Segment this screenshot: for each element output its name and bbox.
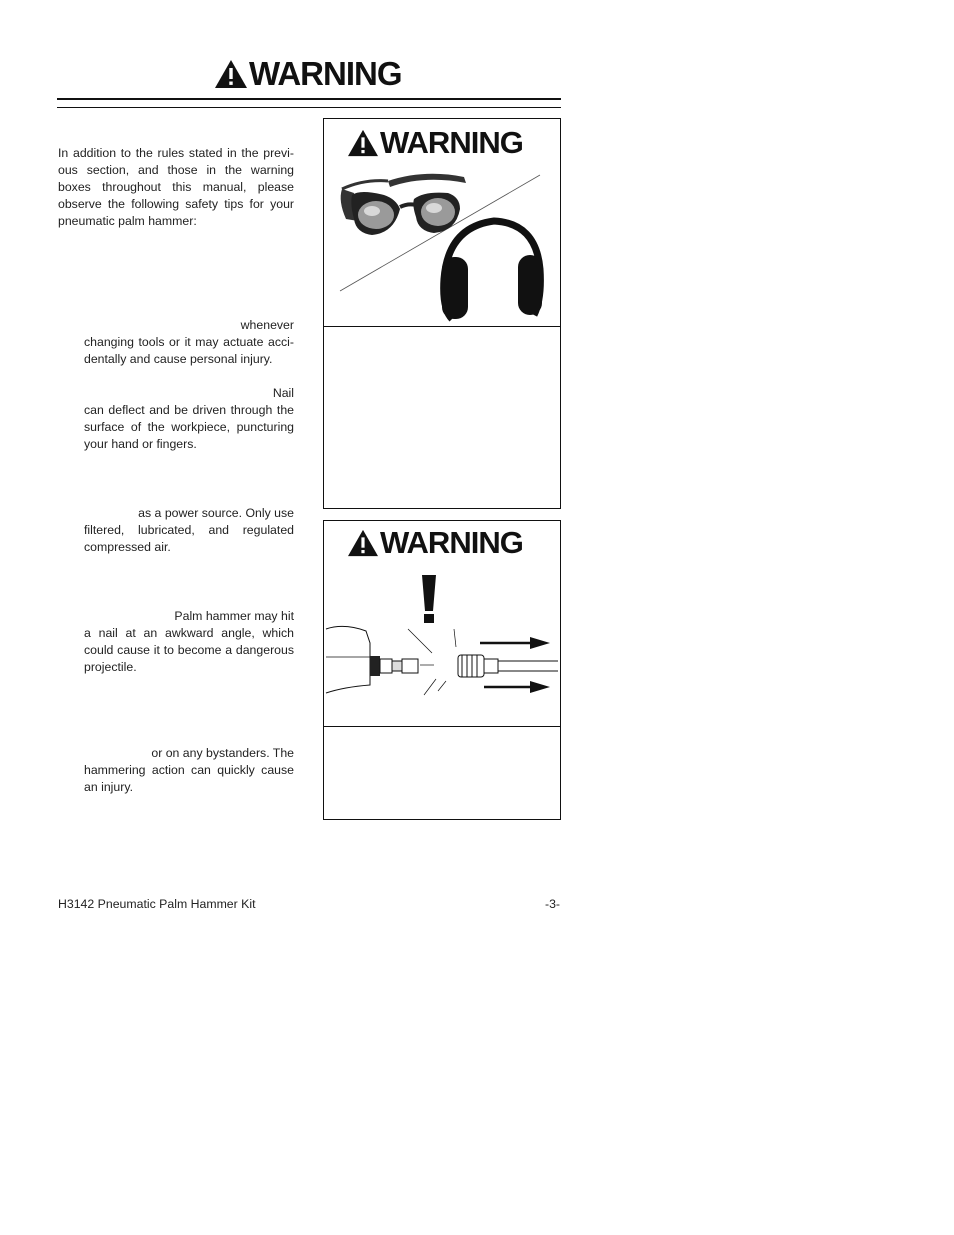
box-warning-header [346,125,523,161]
page-number: -3- [544,897,560,911]
intro-paragraph: In addition to the rules stated in the previ- ous section, and those in the warning boxes throughout this manual, please observe the following safety tips for your pneumatic palm hammer: [58,146,294,229]
header-rule [57,98,561,100]
warning-box-coupler [323,520,561,820]
tip-line-first: Palm hammer may hit [174,609,294,623]
tip-item [84,608,294,676]
warning-triangle-icon [346,128,380,158]
safety-glasses-icon [341,174,466,235]
tip-line-first: or on any bystanders. The [151,746,294,760]
footer-title: H3142 Pneumatic Palm Hammer Kit [58,897,256,911]
tip-item [84,317,294,368]
ear-muffs-icon [442,221,542,319]
tip-text: filtered, lubricated, and regulated compressed air. [84,523,294,555]
tip-text: changing tools or it may actuate acci- dentally and cause personal injury. [84,335,294,367]
header-rule-thin [57,107,561,108]
page-warning-header [213,55,403,93]
tip-text: can deflect and be driven through the surface of the workpiece, puncturing your hand or fingers. [84,403,294,452]
warning-title: WARNING [249,55,402,92]
tip-line-first: Nail [272,386,294,400]
coupler-illustration [324,561,560,727]
tip-item [84,385,294,453]
tip-line-first: as a power source. Only use [138,506,294,520]
box-warning-header [346,525,523,561]
warning-triangle-icon [346,528,380,558]
tip-text: hammering action can quickly cause an injury. [84,763,294,795]
tip-item [84,505,294,556]
tip-line-first: whenever [240,318,294,332]
warning-box-ppe [323,118,561,509]
box-divider [324,726,560,727]
tip-item [84,745,294,796]
box-warning-title: WARNING [380,525,523,560]
warning-triangle-icon [213,58,249,90]
tip-text: a nail at an awkward angle, which could cause it to become a dangerous projectile. [84,626,294,675]
box-warning-title: WARNING [380,125,523,160]
ppe-illustration [324,159,560,327]
box-divider [324,326,560,327]
exclamation-icon [422,575,436,623]
air-coupler-icon [326,626,558,695]
